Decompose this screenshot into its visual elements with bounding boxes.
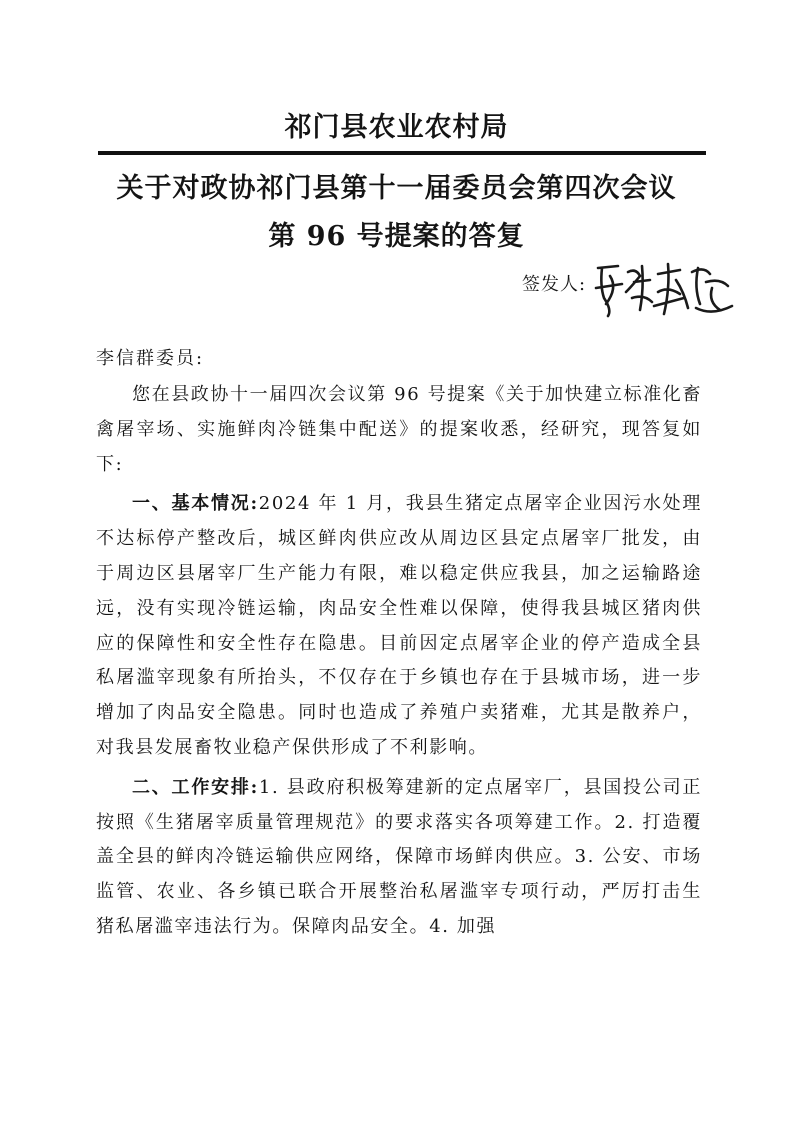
section-text: 2024 年 1 月，我县生猪定点屠宰企业因污水处理不达标停产整改后，城区鲜肉供应改从周边区县定点屠宰厂批发，由于周边区县屠宰厂生产能力有限，难以稳定供应我县，加之运输路途远，没有实现冷链运输，肉品安全性难以保障，使得我县城区猪肉供应的保障性和安全性存在隐患。目前因定点屠宰企业的停产造成全县私屠滥宰现象有所抬头，不仅存在于乡镇也存在于县城市场，进一步增加了肉品安全隐患。同时也造成了养殖户卖猪难，尤其是散养户，对我县发展畜牧业稳产保供形成了不利影响。 — [96, 493, 702, 758]
section-heading: 二、工作安排: — [132, 776, 259, 798]
handwritten-signature — [588, 258, 738, 320]
section-heading: 一、基本情况: — [132, 493, 259, 515]
header-divider — [98, 151, 706, 155]
salutation: 李信群委员: — [96, 348, 205, 369]
basic-situation-paragraph — [96, 487, 702, 765]
issuing-office: 祁门县农业农村局 — [284, 112, 509, 143]
reply-body — [96, 378, 702, 950]
intro-paragraph: 您在县政协十一届四次会议第 96 号提案《关于加快建立标准化畜禽屠宰场、实施鲜肉冷链集中配送》的提案收悉，经研究，现答复如下: — [96, 384, 702, 475]
section-text: 1. 县政府积极筹建新的定点屠宰厂，县国投公司正按照《生猪屠宰质量管理规范》的要求落实各项筹建工作。2. 打造覆盖全县的鲜肉冷链运输供应网络，保障市场鲜肉供应。3. 公安、市场监管、农业、各乡镇已联合开展整治私屠滥宰专项行动，严厉打击生猪私屠滥宰违法行为。保障肉品安全。4. 加强 — [96, 776, 702, 937]
signer-label: 签发人: — [522, 274, 587, 295]
document-title-line-2: 第 96 号提案的答复 — [268, 221, 525, 252]
work-arrangement-paragraph — [96, 771, 702, 945]
document-title-line-1: 关于对政协祁门县第十一届委员会第四次会议 — [116, 173, 677, 204]
